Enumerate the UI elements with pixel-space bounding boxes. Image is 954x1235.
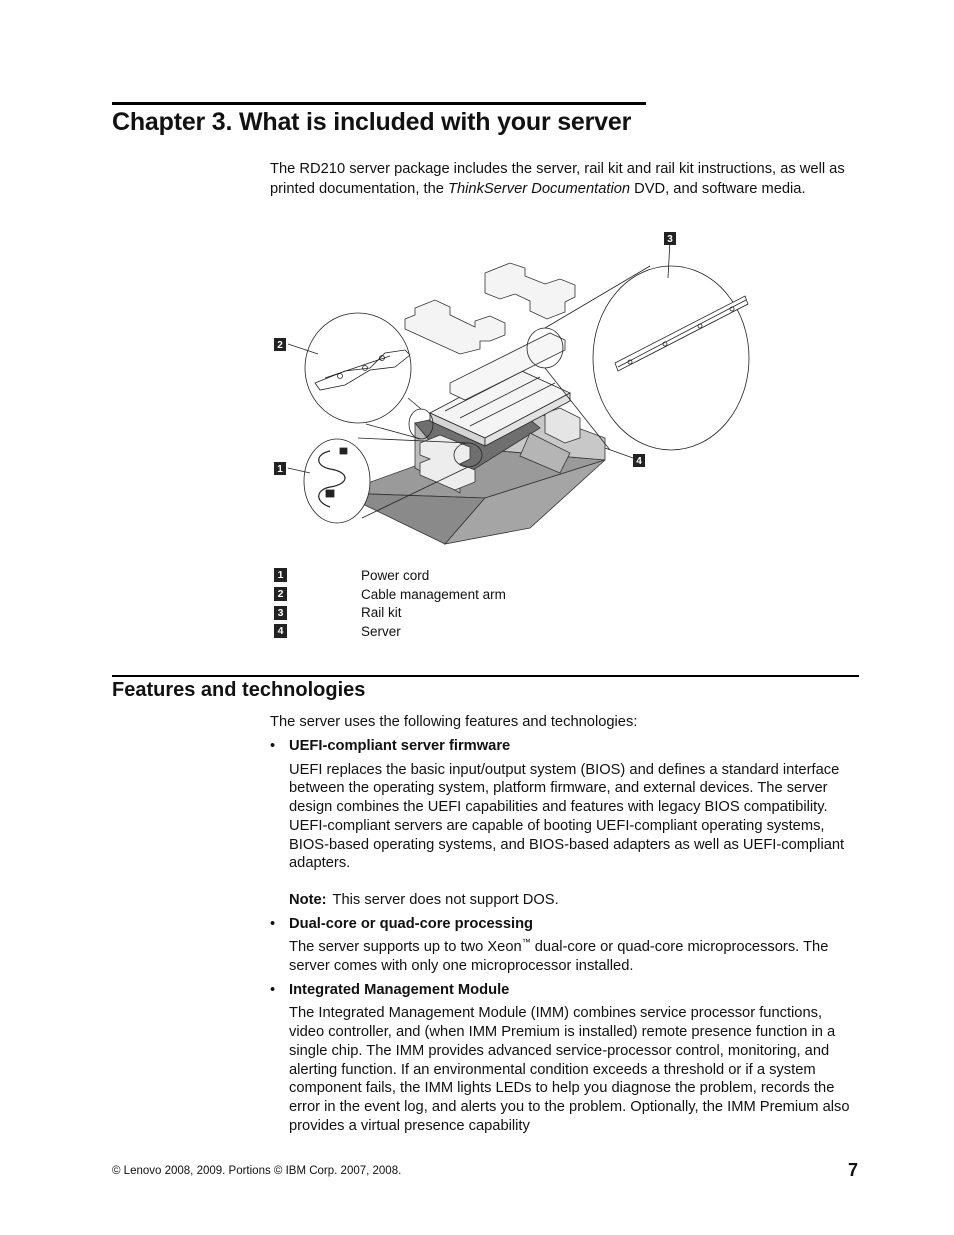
note	[289, 891, 860, 910]
legend-item	[274, 585, 674, 604]
callout-1: 1	[277, 464, 283, 475]
intro-paragraph	[270, 160, 860, 199]
section-rule	[112, 675, 859, 677]
feature-list	[270, 737, 860, 1135]
feature-title: Integrated Management Module	[289, 981, 510, 998]
callout-3: 3	[667, 234, 673, 245]
chapter-rule	[112, 102, 646, 105]
feature-body: UEFI replaces the basic input/output system (BIOS) and defines a standard interface between the operating system, platform firmware, and external devices. The server design combines the UEFI capabilities and features with legacy BIOS compatibility. UEFI-compliant servers are capable of booting UEFI-compliant operating systems, BIOS-based operating systems, and BIOS-based adapters as well as UEFI-compliant adapters.	[289, 761, 845, 872]
feature-item	[270, 915, 860, 976]
legend-number: 2	[274, 587, 287, 601]
legend-item	[274, 622, 674, 641]
note-text: This server does not support DOS.	[332, 891, 559, 908]
section-title: Features and technologies	[112, 679, 366, 701]
legend-item	[274, 566, 674, 585]
bullet: •	[270, 981, 276, 998]
bullet: •	[270, 738, 276, 754]
package-contents-illustration	[270, 228, 770, 553]
feature-body	[289, 938, 860, 975]
feature-body-start: The server supports up to two Xeon	[289, 939, 522, 956]
legend-label: Rail kit	[361, 605, 402, 621]
note-label: Note:	[289, 891, 327, 908]
legend-label: Server	[361, 623, 401, 639]
bullet: •	[270, 915, 276, 932]
features-intro: The server uses the following features and technologies:	[270, 714, 638, 730]
intro-text-start: The RD210 server package includes the server, rail kit and rail kit instructions, as well as printed documentation, the	[270, 161, 845, 197]
callout-2: 2	[277, 340, 283, 351]
feature-item	[270, 737, 860, 910]
intro-text-end: DVD, and software media.	[630, 180, 806, 197]
feature-body: The Integrated Management Module (IMM) combines service processor functions, video controller, and (when IMM Premium is installed) remote presence function in a single chip. The IMM provides advanced service-processor control, monitoring, and alerting function. If an environmental condition exceeds a threshold or if a system component fails, the IMM lights LEDs to help you diagnose the problem, records the error in the event log, and alerts you to the problem. Optionally, the IMM Premium also provides a virtual presence capability	[289, 1005, 850, 1134]
figure-legend	[274, 566, 674, 641]
page-number: 7	[847, 1160, 858, 1180]
chapter-title: Chapter 3. What is included with your server	[112, 108, 632, 136]
foam-top-left	[405, 300, 505, 354]
feature-title: UEFI-compliant server firmware	[289, 738, 511, 754]
intro-italic-title: ThinkServer Documentation	[448, 180, 631, 197]
footer-copyright: © Lenovo 2008, 2009. Portions © IBM Corp. 2007, 2008.	[112, 1165, 402, 1177]
callout-4: 4	[636, 456, 642, 467]
legend-label: Cable management arm	[361, 586, 506, 602]
legend-number: 3	[274, 606, 287, 620]
legend-item	[274, 603, 674, 622]
zoom-circle-cable-arm	[305, 313, 411, 423]
feature-title: Dual-core or quad-core processing	[289, 915, 534, 932]
feature-body-end: dual-core or quad-core microprocessors. The server comes with only one microprocessor installed.	[289, 939, 829, 975]
feature-item	[270, 981, 860, 1136]
legend-label: Power cord	[361, 567, 430, 583]
zoom-circle-rail	[593, 266, 749, 450]
zoom-circle-power-cord	[304, 439, 370, 523]
legend-number: 4	[274, 624, 287, 638]
legend-number: 1	[274, 568, 287, 582]
trademark-symbol: ™	[521, 937, 531, 948]
foam-top-right	[485, 263, 575, 319]
